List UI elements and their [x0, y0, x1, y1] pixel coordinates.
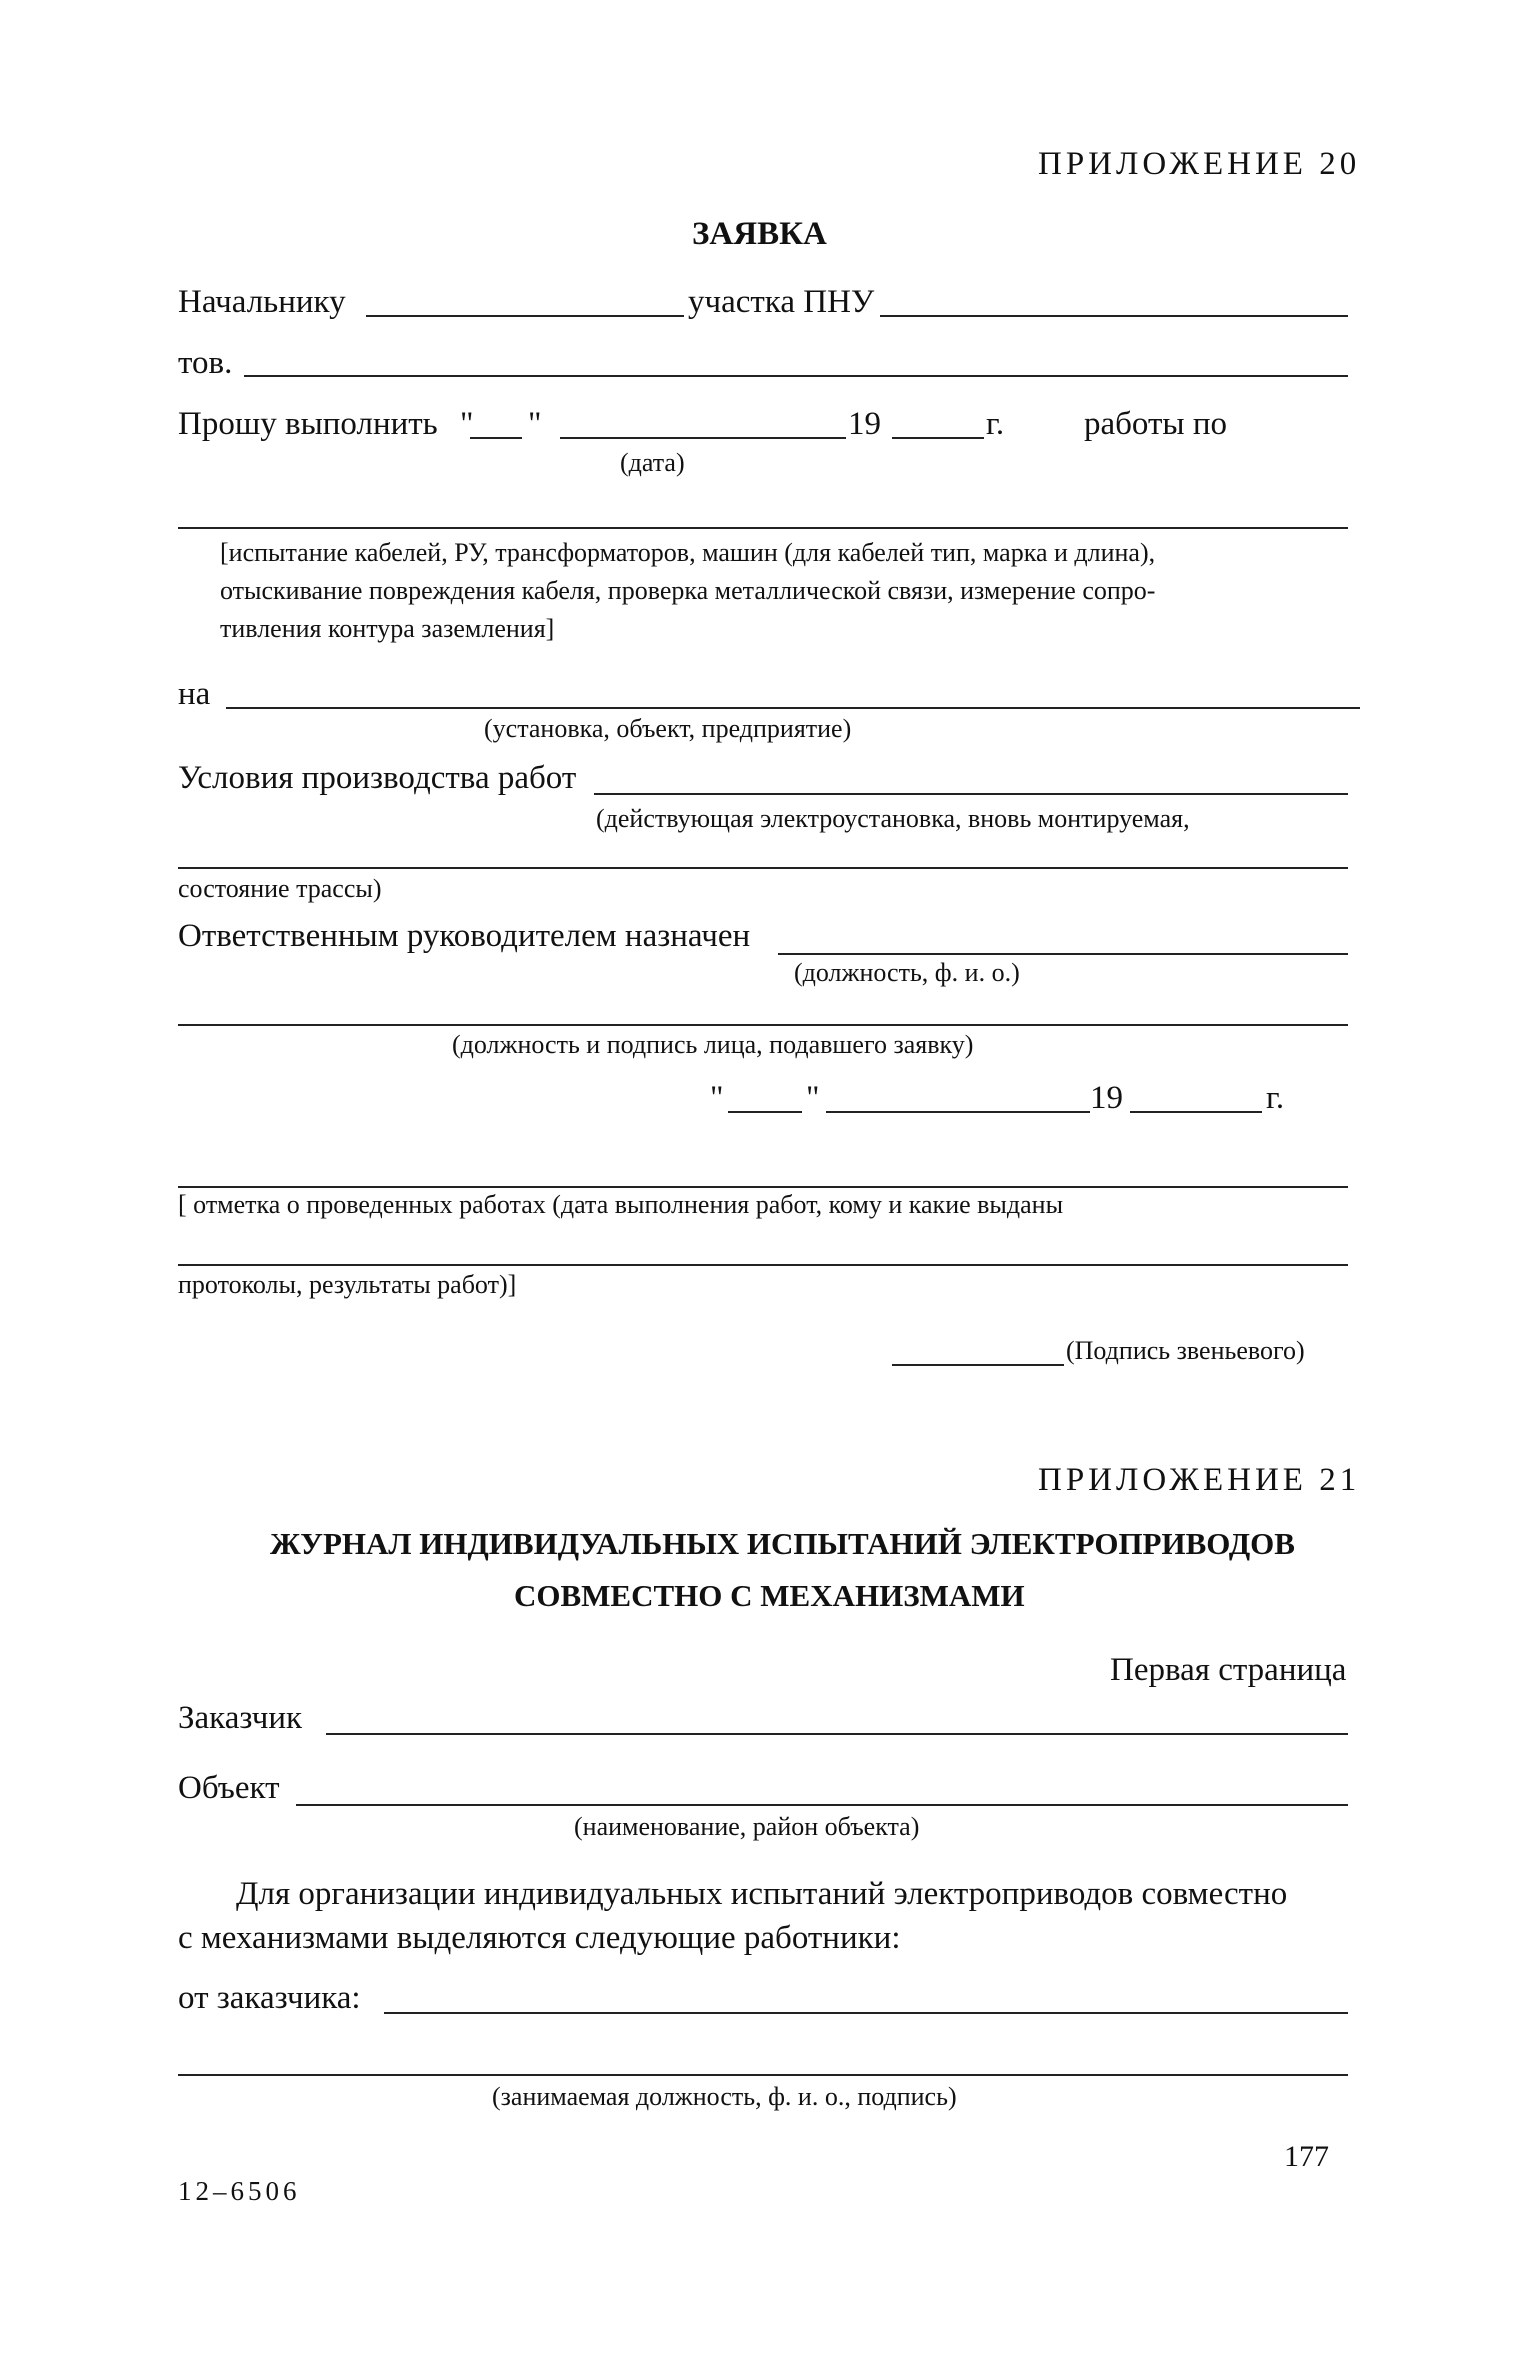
- section-line: [880, 315, 1348, 317]
- conditions-caption-2: состояние трассы): [178, 874, 382, 903]
- quote2-open: ": [710, 1080, 724, 1116]
- year2-suffix: г.: [1266, 1080, 1285, 1116]
- applicant-caption: (должность и подпись лица, подавшего заявку): [452, 1030, 974, 1059]
- works-note-line-2: отыскивание повреждения кабеля, проверка металлической связи, измерение сопро-: [220, 576, 1156, 605]
- tov-label: тов.: [178, 345, 233, 381]
- month-line: [560, 437, 846, 439]
- conditions-caption-1: (действующая электроустановка, вновь монтируемая,: [596, 804, 1190, 833]
- conditions-line-2: [178, 867, 1348, 869]
- page-number: 177: [1284, 2140, 1329, 2173]
- quote-close: ": [528, 406, 542, 442]
- object-label: Объект: [178, 1770, 280, 1806]
- responsible-label: Ответственным руководителем назначен: [178, 918, 751, 954]
- mark-note-2: протоколы, результаты работ)]: [178, 1270, 517, 1299]
- journal-title-line-2: СОВМЕСТНО С МЕХАНИЗМАМИ: [514, 1578, 1025, 1613]
- year2-prefix: 19: [1090, 1080, 1123, 1116]
- year-suffix: г.: [986, 406, 1005, 442]
- journal-title-line-1: ЖУРНАЛ ИНДИВИДУАЛЬНЫХ ИСПЫТАНИЙ ЭЛЕКТРОПРИВОДОВ: [270, 1526, 1295, 1561]
- foreman-sign-caption: (Подпись звеньевого): [1066, 1336, 1305, 1365]
- first-page-label: Первая страница: [1110, 1652, 1347, 1688]
- object-caption: (установка, объект, предприятие): [484, 714, 852, 743]
- conditions-label: Условия производства работ: [178, 760, 577, 796]
- works-note-line-3: тивления контура заземления]: [220, 614, 555, 643]
- tov-line: [244, 375, 1348, 377]
- responsible-line: [778, 953, 1348, 955]
- paragraph-line-1: Для организации индивидуальных испытаний электроприводов совместно: [236, 1876, 1288, 1912]
- works-note-line-1: [испытание кабелей, РУ, трансформаторов, машин (для кабелей тип, марка и длина),: [220, 538, 1156, 567]
- quote2-close: ": [806, 1080, 820, 1116]
- day-line: [470, 437, 522, 439]
- customer-line: [326, 1733, 1348, 1735]
- please-do-label: Прошу выполнить: [178, 406, 438, 442]
- object21-line: [296, 1804, 1348, 1806]
- mark-line-2: [178, 1264, 1348, 1266]
- month2-line: [826, 1111, 1090, 1113]
- from-customer-label: от заказчика:: [178, 1980, 361, 2016]
- section-pnu-label: участка ПНУ: [688, 284, 875, 320]
- application-title: ЗАЯВКА: [692, 216, 827, 252]
- year2-line: [1130, 1111, 1262, 1113]
- day2-line: [728, 1111, 802, 1113]
- mark-line-1: [178, 1186, 1348, 1188]
- year-line: [892, 437, 984, 439]
- conditions-line: [594, 793, 1348, 795]
- post-line: [178, 2074, 1348, 2076]
- works-on-label: работы по: [1084, 406, 1228, 442]
- applicant-line: [178, 1024, 1348, 1026]
- year-prefix: 19: [848, 406, 881, 442]
- foreman-sign-line: [892, 1364, 1064, 1366]
- chief-name-line: [366, 315, 684, 317]
- position-caption: (должность, ф. и. о.): [794, 958, 1020, 987]
- mark-note-1: [ отметка о проведенных работах (дата выполнения работ, кому и какие выданы: [178, 1190, 1064, 1219]
- post-caption: (занимаемая должность, ф. и. о., подпись): [492, 2082, 957, 2111]
- appendix-20-heading: ПРИЛОЖЕНИЕ 20: [1038, 146, 1361, 182]
- works-line: [178, 527, 1348, 529]
- paragraph-line-2: с механизмами выделяются следующие работники:: [178, 1920, 901, 1956]
- print-code: 12–6506: [178, 2176, 301, 2206]
- appendix-21-heading: ПРИЛОЖЕНИЕ 21: [1038, 1462, 1361, 1498]
- date-caption: (дата): [620, 448, 685, 477]
- from-customer-line: [384, 2012, 1348, 2014]
- na-label: на: [178, 676, 211, 712]
- object-line: [226, 707, 1360, 709]
- to-chief-label: Начальнику: [178, 284, 346, 320]
- quote-open: ": [460, 406, 474, 442]
- customer-label: Заказчик: [178, 1700, 303, 1736]
- object21-caption: (наименование, район объекта): [574, 1812, 920, 1841]
